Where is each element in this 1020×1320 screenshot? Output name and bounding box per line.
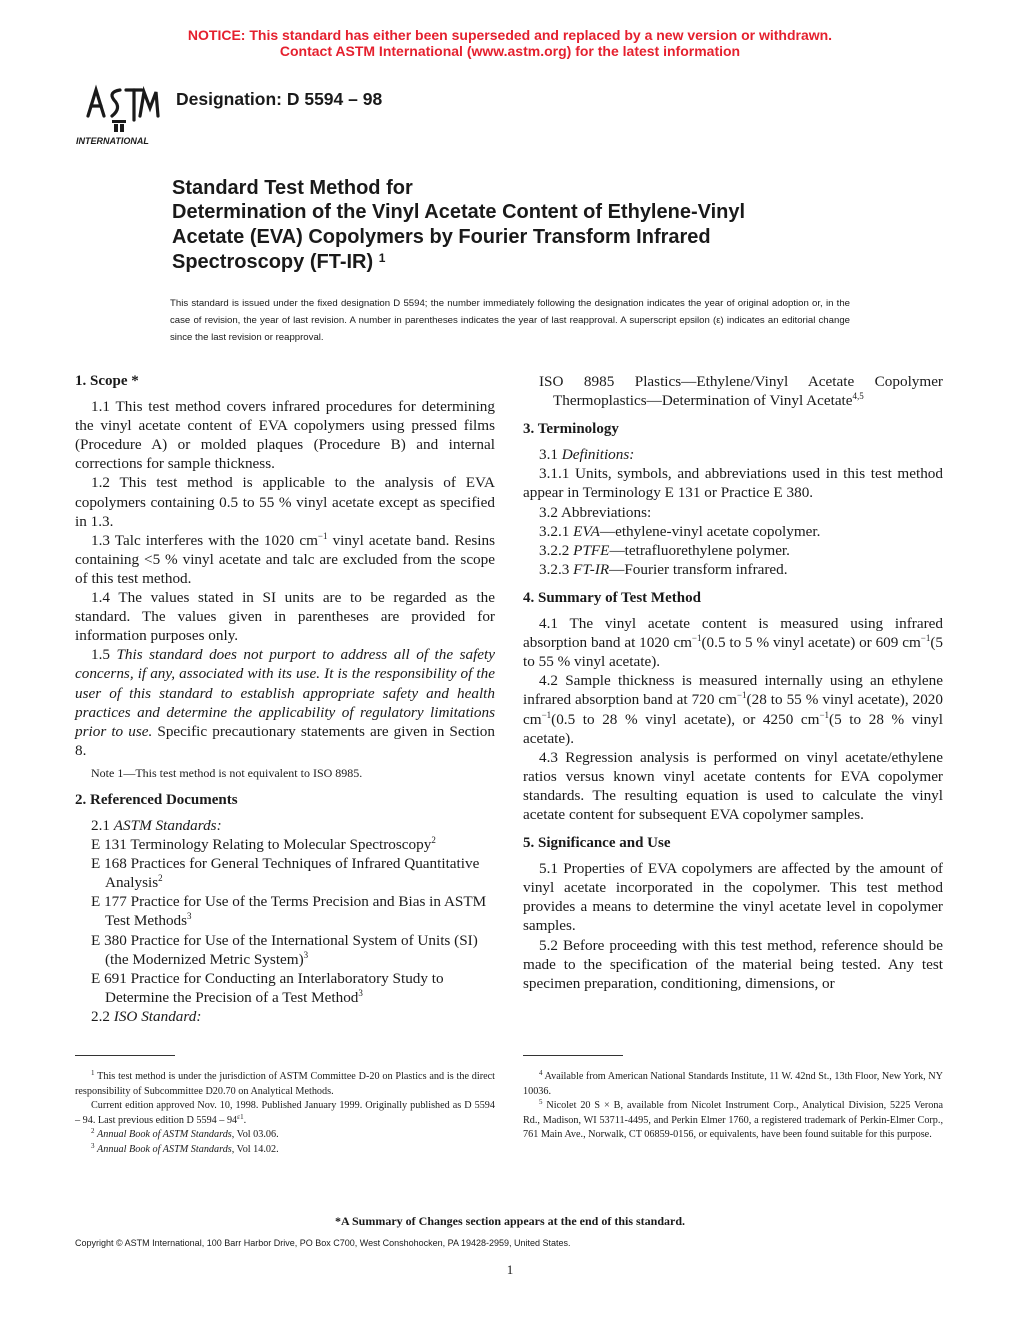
abbr-ptfe: 3.2.2 PTFE—tetrafluorethylene polymer. (539, 541, 790, 559)
summary-4-3: 4.3 Regression analysis is performed on vinyl acetate/ethylene ratios versus known vinyl acetate contents for EVA copolymer standards. The resulting equation is used to calculate the vinyl acetate content for subsequent EVA copolymer samples. (523, 748, 943, 823)
ref-e131: E 131 Terminology Relating to Molecular Spectroscopy$^2$ (91, 835, 436, 854)
title-line-2: Acetate (EVA) Copolymers by Fourier Transform Infrared (172, 226, 711, 248)
title-line-1: Determination of the Vinyl Acetate Content of Ethylene-Vinyl (172, 201, 746, 223)
withdrawn-notice (0, 27, 1020, 59)
abbreviations-label: 3.2 Abbreviations: (539, 503, 652, 521)
definitions-label: 3.1 Definitions: (539, 446, 635, 464)
note-1: Note 1—This test method is not equivalent to ISO 8985. (91, 765, 363, 780)
footnote-2: $^2$ Annual Book of ASTM Standards, Vol 03.06. (91, 1127, 279, 1141)
scope-1-4: 1.4 The values stated in SI units are to be regarded as the standard. The values given in parentheses are provided for information purposes only. (75, 589, 495, 645)
summary-4-2: 4.2 Sample thickness is measured internally using an ethylene infrared absorption band at 720 $cm^{-1}(28$ to 55 % vinyl acetate), 2020 $cm^{-1}(0.5$ to 28 % vinyl acetate), or 4250 $cm^{-1}(5$ to 28 % vinyl acetate). (523, 672, 943, 747)
footnote-rule-left (75, 1055, 175, 1056)
logo-wordmark: INTERNATIONAL (76, 136, 149, 146)
astm-standards-label: 2.1 ASTM Standards: (91, 816, 222, 834)
title-footnote-mark: 1 (378, 251, 386, 265)
section-referenced-documents-heading: 2. Referenced Documents (75, 791, 238, 808)
notice-line-2: Contact ASTM International (www.astm.org) for the latest information (279, 43, 741, 59)
section-scope-heading: 1. Scope * (75, 373, 139, 389)
abbr-eva: 3.2.1 EVA—ethylene-vinyl acetate copolymer. (539, 522, 821, 540)
footnote-1: $^1$ This test method is under the jurisdiction of ASTM Committee D-20 on Plastics and is the direct responsibility of Subcommittee D20.70 on Analytical Methods. (75, 1069, 495, 1097)
footnote-3: $^3$ Annual Book of ASTM Standards, Vol 14.02. (91, 1141, 279, 1155)
terminology-3-1-1: 3.1.1 Units, symbols, and abbreviations used in this test method appear in Terminology E 131 or Practice E 380. (523, 465, 943, 502)
footnote-rule-right (523, 1055, 623, 1056)
astm-international-logo-icon (74, 76, 162, 148)
page-number: 1 (506, 1262, 514, 1277)
designation: Designation: D 5594 – 98 (176, 89, 383, 109)
footnote-1-edition: Current edition approved Nov. 10, 1998. Published January 1999. Originally published as D 5594 – 94. Last previous edition D $5594 - 94^{\varepsilon 1}$. (75, 1100, 495, 1126)
footnote-5: $^5$ Nicolet 20 S × B, available from Nicolet Instrument Corp., Analytical Division, 5225 Verona Rd., Madison, WI 53711-4495, and Perkin Elmer 1760, a registered trademark of Perkin-Elmer Corp., 761 Main Ave., Norwalk, CT 06859-0156, or equivalents, have been found suitable for this purpose. (523, 1098, 943, 1141)
summary-4-1: 4.1 The vinyl acetate content is measured using infrared absorption band at 1020 $cm^{-1}(0.5$ to 5 % vinyl acetate) or 609 $cm^{-1}(5$ to 55 % vinyl acetate). (523, 615, 944, 671)
ref-e168: E 168 Practices for General Techniques of Infrared Quantitative Analysis$^2$ (91, 855, 480, 892)
section-summary-heading: 4. Summary of Test Method (523, 589, 701, 606)
notice-line-1: NOTICE: This standard has either been superseded and replaced by a new version or withdrawn. (187, 27, 833, 43)
significance-5-1: 5.1 Properties of EVA copolymers are affected by the amount of vinyl acetate incorporated in the copolymer. This test method provides a means to determine the vinyl acetate level in copolymer samples. (523, 860, 943, 935)
scope-1-3: 1.3 Talc interferes with the 1020 $cm^{-1}$ vinyl acetate band. Resins containing <5 % vinyl acetate and talc are excluded from the scope of this test method. (75, 530, 495, 587)
title-line-3: Spectroscopy (FT-IR) (172, 251, 374, 273)
ref-e380: E 380 Practice for Use of the International System of Units (SI) (the Modernized Metric System)$^3$ (91, 931, 478, 968)
title-prefix: Standard Test Method for (172, 177, 413, 199)
document-title (172, 176, 872, 275)
ref-e691: E 691 Practice for Conducting an Interlaboratory Study to Determine the Precision of a Test Method$^3$ (91, 969, 444, 1006)
footnotes-right (523, 1070, 943, 1143)
scope-1-1: 1.1 This test method covers infrared procedures for determining the vinyl acetate content of EVA copolymers using pressed films (Procedure A) or molded plaques (Procedure B) and internal corrections for sample thickness. (75, 398, 495, 473)
section-significance-heading: 5. Significance and Use (523, 835, 671, 852)
scope-1-5: 1.5 This standard does not purport to address all of the safety concerns, if any, associated with its use. It is the responsibility of the user of this standard to establish appropriate safety and health practices and determine the applicability of regulatory limitations prior to use. Specific precautionary statements are given in Section 8. (75, 646, 496, 759)
footnotes-left (75, 1070, 495, 1158)
scope-1-2: 1.2 This test method is applicable to the analysis of EVA copolymers containing 0.5 to 55 % vinyl acetate except as specified in 1.3. (75, 474, 495, 530)
iso-standard-label: 2.2 ISO Standard: (91, 1007, 202, 1025)
ref-e177: E 177 Practice for Use of the Terms Precision and Bias in ASTM Test Methods$^3$ (91, 893, 487, 930)
left-column (75, 372, 495, 1026)
ref-iso-8985: ISO 8985 Plastics—Ethylene/Vinyl Acetate Copolymer Thermoplastics—Determination of Vinyl Acetate$^{4,5}$ (539, 373, 943, 410)
issue-note: This standard is issued under the fixed designation D 5594; the number immediately following the designation indicates the year of original adoption or, in the case of revision, the year of last revision. A number in parentheses indicates the year of last reapproval. A superscript epsilon (ε) indicates an editorial change since the last revision or reapproval. (170, 298, 850, 343)
footnote-4: $^4$ Available from American National Standards Institute, 11 W. 42nd St., 13th Floor, New York, NY 10036. (523, 1069, 943, 1097)
right-column (523, 372, 943, 993)
section-terminology-heading: 3. Terminology (523, 421, 619, 438)
significance-5-2: 5.2 Before proceeding with this test method, reference should be made to the specification of the material being tested. Any test specimen preparation, conditioning, dimensions, or (523, 936, 943, 992)
summary-of-changes-note: *A Summary of Changes section appears at the end of this standard. (334, 1214, 686, 1228)
copyright: Copyright © ASTM International, 100 Barr Harbor Drive, PO Box C700, West Conshohocken, PA 19428-2959, United States. (75, 1238, 571, 1248)
abbr-ftir: 3.2.3 FT-IR—Fourier transform infrared. (539, 560, 788, 578)
